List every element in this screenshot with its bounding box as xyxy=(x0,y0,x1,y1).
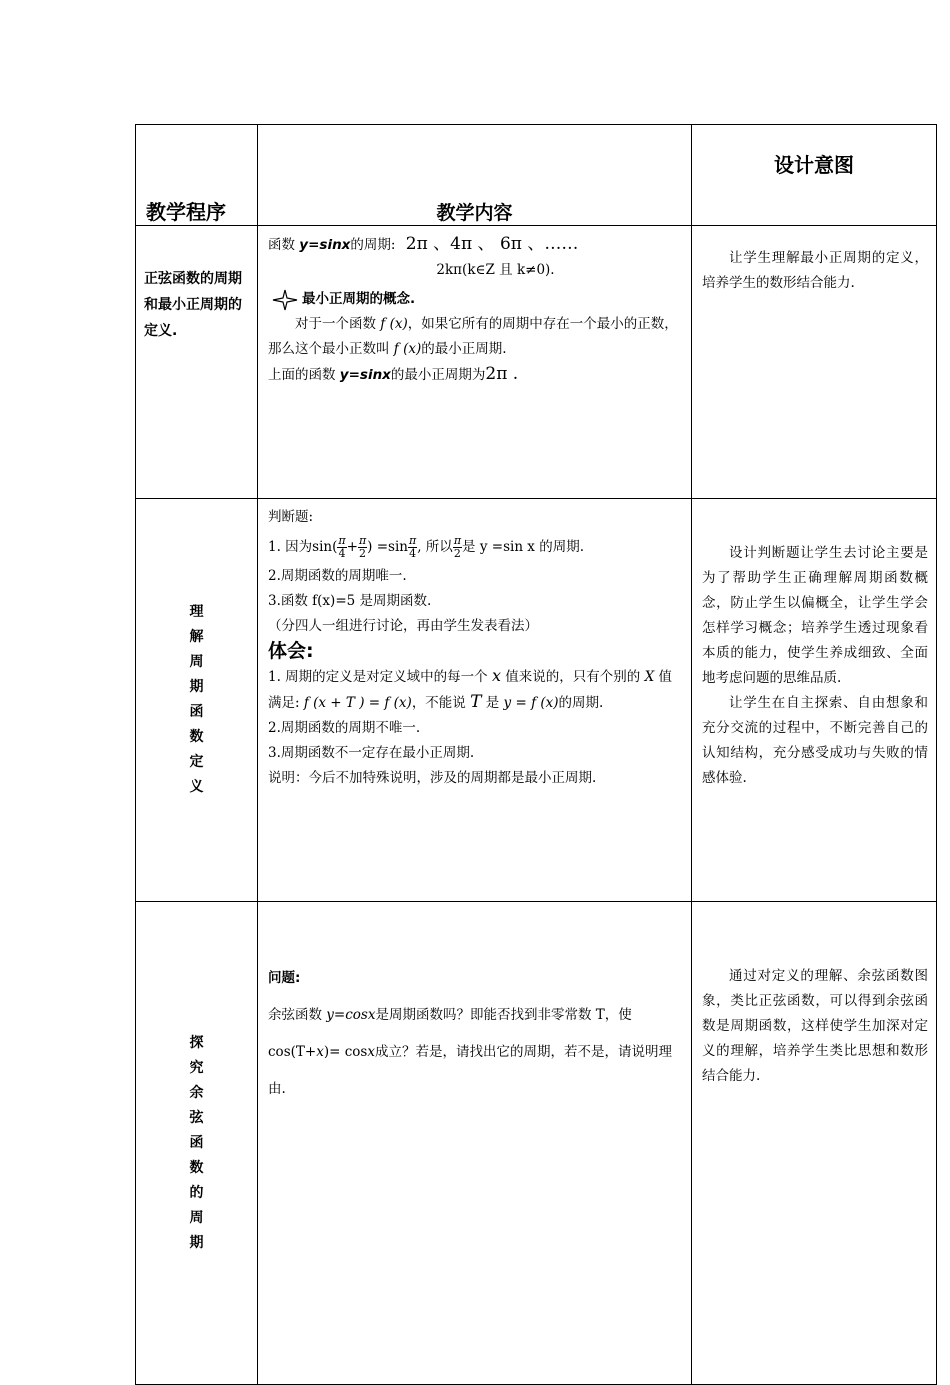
stage-sine-period: 正弦函数的周期和最小正周期的定义. xyxy=(136,226,258,499)
judge-q2: 2.周期函数的周期唯一. xyxy=(268,568,407,584)
explanation-note: 说明：今后不加特殊说明，涉及的周期都是最小正周期. xyxy=(268,770,597,786)
stage-cosine-period: 探 究 余 弦 函 数 的 周 期 xyxy=(136,902,258,1385)
period-list: 2π 、4π 、 6π 、…… xyxy=(405,234,579,254)
row-understand-definition xyxy=(136,499,937,902)
header-content: 教学内容 xyxy=(258,125,692,226)
question-title: 问题: xyxy=(268,970,301,986)
star-icon xyxy=(272,289,298,311)
intent-cosine-period: 通过对定义的理解、余弦函数图象，类比正弦函数，可以得到余弦函数是周期函数，这样使学生加深对定义的理解，培养学生类比思想和数形结合能力. xyxy=(692,902,937,1385)
row-cosine-period xyxy=(136,902,937,1385)
judge-title: 判断题: xyxy=(268,509,314,525)
concept-heading: 最小正周期的概念. xyxy=(268,287,683,312)
tihui-heading: 体会: xyxy=(268,640,314,662)
content-understand-definition xyxy=(258,499,692,902)
lesson-table xyxy=(135,124,937,1385)
point-1: 1. 周期的定义是对定义域中的每一个 x 值来说的，只有个别的 X 值满足: f (x + T ) = f (x)，不能说 T 是 y = f (x)的周期. xyxy=(268,666,673,712)
content-sine-period xyxy=(258,226,692,499)
judge-q1: 1. 因为sin( $\frac{\pi}{4}$ + $\frac{\pi}{2}$ ) =sin $\frac{\pi}{4}$ , 所以 $\frac{\pi}{2}$ 是 y =sin x 的周期. xyxy=(268,534,584,560)
header-procedure: 教学程序 xyxy=(136,125,258,226)
period-general: 2kπ(k∈Z 且 k≠0). xyxy=(436,262,555,278)
intent-understand-definition: 设计判断题让学生去讨论主要是为了帮助学生正确理解周期函数概念，防止学生以偏概全，让学生学会怎样学习概念；培养学生透过现象看本质的能力，使学生养成细致、全面地考虑问题的思维品质. 让学生在自主探索、自由想象和充分交流的过程中，不断完善自己的认知结构，充分感受成功与失败的情感体验. xyxy=(692,499,937,902)
min-period-line: 上面的函数 y=sinx的最小正周期为2π . xyxy=(268,364,519,384)
stage-understand-definition: 理 解 周 期 函 数 定 义 xyxy=(136,499,258,902)
definition-text: 对于一个函数 f (x)，如果它所有的周期中存在一个最小的正数，那么这个最小正数叫 f (x)的最小正周期. xyxy=(268,316,678,357)
header-row xyxy=(136,125,937,226)
header-intent: 设计意图 xyxy=(692,125,937,226)
judge-q3: 3.函数 f(x)=5 是周期函数. xyxy=(268,593,432,609)
point-2: 2.周期函数的周期不唯一. xyxy=(268,720,421,736)
discussion-note: （分四人一组进行讨论，再由学生发表看法） xyxy=(268,618,538,634)
intent-sine-period: 让学生理解最小正周期的定义，培养学生的数形结合能力. xyxy=(692,226,937,499)
sine-periods-line: 函数 y=sinx的周期: 2π 、4π 、 6π 、…… xyxy=(268,234,579,254)
question-text: 余弦函数 y=cosx是周期函数吗？即能否找到非零常数 T，使 cos(T+x)= cosx成立？若是，请找出它的周期，若不是，请说明理由. xyxy=(268,1007,672,1097)
content-cosine-period xyxy=(258,902,692,1385)
point-3: 3.周期函数不一定存在最小正周期. xyxy=(268,745,475,761)
row-sine-period xyxy=(136,226,937,499)
